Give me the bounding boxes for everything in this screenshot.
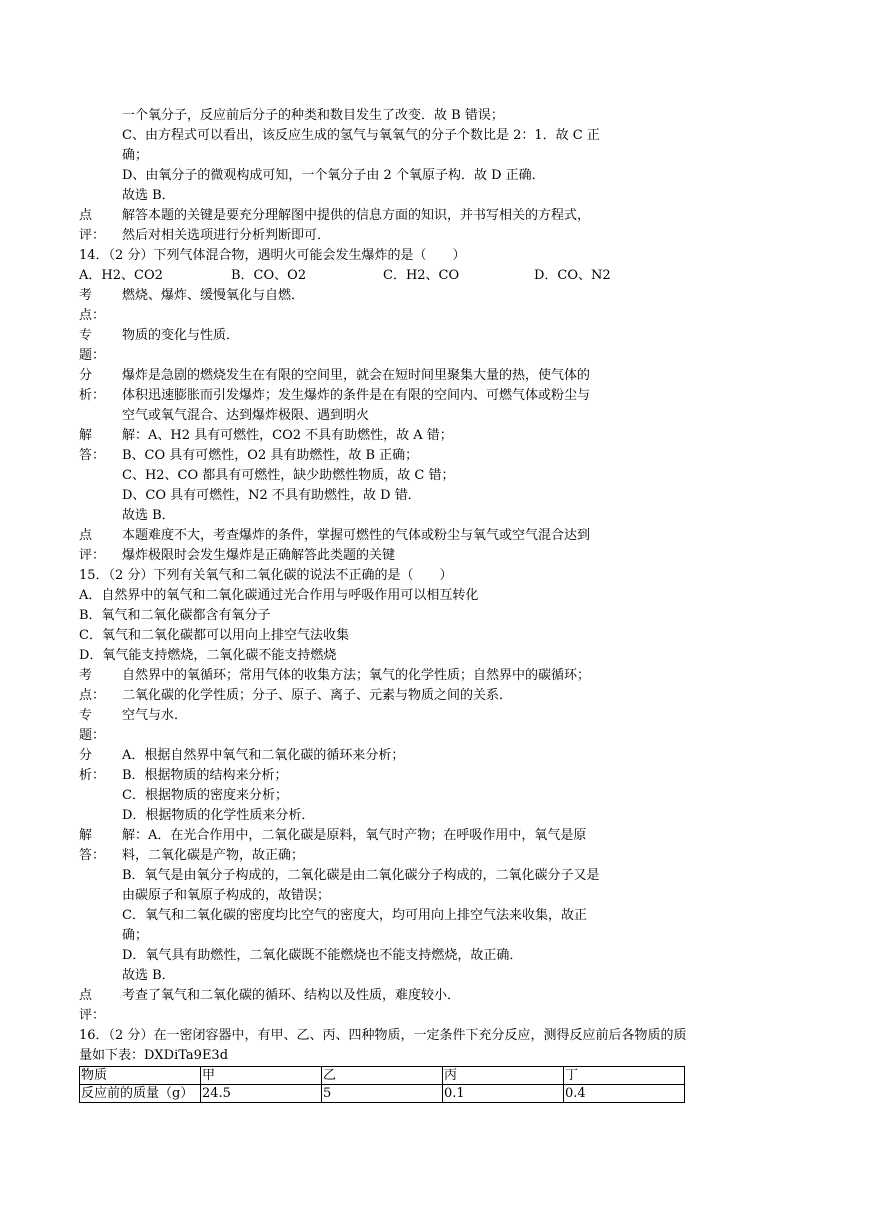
text-line: 确；	[122, 148, 149, 163]
section-label: 评：	[79, 228, 106, 243]
answer-text: 料，二氧化碳是产物，故正确；	[122, 848, 305, 863]
knowledge-point: 自然界中的氧循环；常用气体的收集方法；氧气的化学性质；自然界中的碳循环；	[122, 668, 591, 683]
section-label: 点：	[79, 308, 106, 323]
section-label: 专	[79, 708, 93, 723]
table-cell: 反应前的质量（g）	[80, 1085, 201, 1103]
question-stem: 15．（2 分）下列有关氧气和二氧化碳的说法不正确的是（ ）	[79, 568, 453, 583]
table-cell: 0.1	[443, 1085, 564, 1103]
topic: 空气与水．	[122, 708, 188, 723]
table-cell: 5	[322, 1085, 443, 1103]
answer-text: B、CO 具有可燃性，O2 具有助燃性，故 B 正确；	[122, 448, 419, 463]
section-label: 考	[79, 668, 93, 683]
analysis-text: B．根据物质的结构来分析；	[122, 768, 288, 783]
comment-text: 然后对相关选项进行分析判断即可．	[122, 228, 331, 243]
knowledge-point: 二氧化碳的化学性质；分子、原子、离子、元素与物质之间的关系．	[122, 688, 513, 703]
section-label: 分	[79, 748, 93, 763]
answer-text: D、CO 具有可燃性，N2 不具有助燃性，故 D 错．	[122, 488, 421, 503]
option-a: A．自然界中的氧气和二氧化碳通过光合作用与呼吸作用可以相互转化	[79, 588, 479, 603]
option-b: B．氧气和二氧化碳都含有氧分子	[79, 608, 271, 623]
analysis-text: C．根据物质的密度来分析；	[122, 788, 288, 803]
text-line: 一个氧分子，反应前后分子的种类和数目发生了改变．故 B 错误；	[122, 108, 504, 123]
question-stem: 16．（2 分）在一密闭容器中，有甲、乙、丙、四种物质，一定条件下充分反应，测得反应前后各物质的质	[79, 1028, 687, 1043]
option-c: C．氧气和二氧化碳都可以用向上排空气法收集	[79, 628, 349, 643]
section-label: 点	[79, 528, 93, 543]
text-line: 故选 B．	[122, 188, 175, 203]
comment-text: 本题难度不大，考查爆炸的条件，掌握可燃性的气体或粉尘与氧气或空气混合达到	[122, 528, 591, 543]
topic: 物质的变化与性质．	[122, 328, 240, 343]
answer-text: 由碳原子和氧原子构成的，故错误；	[122, 888, 331, 903]
table-cell: 丙	[443, 1067, 564, 1085]
option-d: D．CO、N2	[534, 268, 611, 283]
answer-text: C．氧气和二氧化碳的密度均比空气的密度大，均可用向上排空气法来收集，故正	[122, 908, 587, 923]
table-cell: 物质	[80, 1067, 201, 1085]
analysis-text: 体积迅速膨胀而引发爆炸；发生爆炸的条件是在有限的空间内、可燃气体或粉尘与	[122, 388, 591, 403]
section-label: 分	[79, 368, 93, 383]
answer-text: 解：A、H2 具有可燃性，CO2 不具有助燃性，故 A 错；	[122, 428, 453, 443]
mass-table	[79, 1066, 685, 1103]
section-label: 评：	[79, 1008, 106, 1023]
section-label: 点	[79, 988, 93, 1003]
table-row	[80, 1085, 685, 1103]
analysis-text: D．根据物质的化学性质来分析．	[122, 808, 315, 823]
section-label: 点：	[79, 688, 106, 703]
answer-text: 解：A．在光合作用中，二氧化碳是原料，氧气时产物；在呼吸作用中，氧气是原	[122, 828, 587, 843]
answer-text: 确；	[122, 928, 149, 943]
option-d: D．氧气能支持燃烧，二氧化碳不能支持燃烧	[79, 648, 337, 663]
text-line: D、由氧分子的微观构成可知，一个氧分子由 2 个氧原子构．故 D 正确．	[122, 168, 545, 183]
section-label: 专	[79, 328, 93, 343]
analysis-text: 空气或氧气混合、达到爆炸极限、遇到明火	[122, 408, 370, 423]
text-line: C、由方程式可以看出，该反应生成的氢气与氧氧气的分子个数比是 2：1．故 C 正	[122, 128, 600, 143]
answer-text: 故选 B．	[122, 968, 175, 983]
section-label: 点	[79, 208, 93, 223]
comment-text: 解答本题的关键是要充分理解图中提供的信息方面的知识，并书写相关的方程式，	[122, 208, 591, 223]
section-label: 答：	[79, 848, 106, 863]
section-label: 析：	[79, 388, 106, 403]
knowledge-point: 燃烧、爆炸、缓慢氧化与自燃．	[122, 288, 305, 303]
option-c: C．H2、CO	[383, 268, 460, 283]
answer-text: C、H2、CO 都具有可燃性，缺少助燃性物质，故 C 错；	[122, 468, 455, 483]
section-label: 考	[79, 288, 93, 303]
section-label: 解	[79, 428, 93, 443]
table-cell: 甲	[201, 1067, 322, 1085]
section-label: 析：	[79, 768, 106, 783]
question-stem: 14．（2 分）下列气体混合物，遇明火可能会发生爆炸的是（ ）	[79, 248, 466, 263]
table-cell: 24.5	[201, 1085, 322, 1103]
comment-text: 考查了氧气和二氧化碳的循环、结构以及性质，难度较小．	[122, 988, 461, 1003]
option-a: A．H2、CO2	[79, 268, 163, 283]
answer-text: B．氧气是由氧分子构成的，二氧化碳是由二氧化碳分子构成的，二氧化碳分子又是	[122, 868, 600, 883]
option-b: B．CO、O2	[231, 268, 307, 283]
table-cell: 丁	[564, 1067, 685, 1085]
section-label: 评：	[79, 548, 106, 563]
comment-text: 爆炸极限时会发生爆炸是正确解答此类题的关键	[122, 548, 396, 563]
section-label: 题：	[79, 728, 106, 743]
section-label: 答：	[79, 448, 106, 463]
section-label: 题：	[79, 348, 106, 363]
table-header-row	[80, 1067, 685, 1085]
analysis-text: 爆炸是急剧的燃烧发生在有限的空间里，就会在短时间里聚集大量的热，使气体的	[122, 368, 591, 383]
table-cell: 0.4	[564, 1085, 685, 1103]
section-label: 解	[79, 828, 93, 843]
table-cell: 乙	[322, 1067, 443, 1085]
answer-text: 故选 B．	[122, 508, 175, 523]
analysis-text: A．根据自然界中氧气和二氧化碳的循环来分析；	[122, 748, 405, 763]
question-stem: 量如下表：DXDiTa9E3d	[79, 1048, 229, 1063]
answer-text: D．氧气具有助燃性，二氧化碳既不能燃烧也不能支持燃烧，故正确．	[122, 948, 523, 963]
